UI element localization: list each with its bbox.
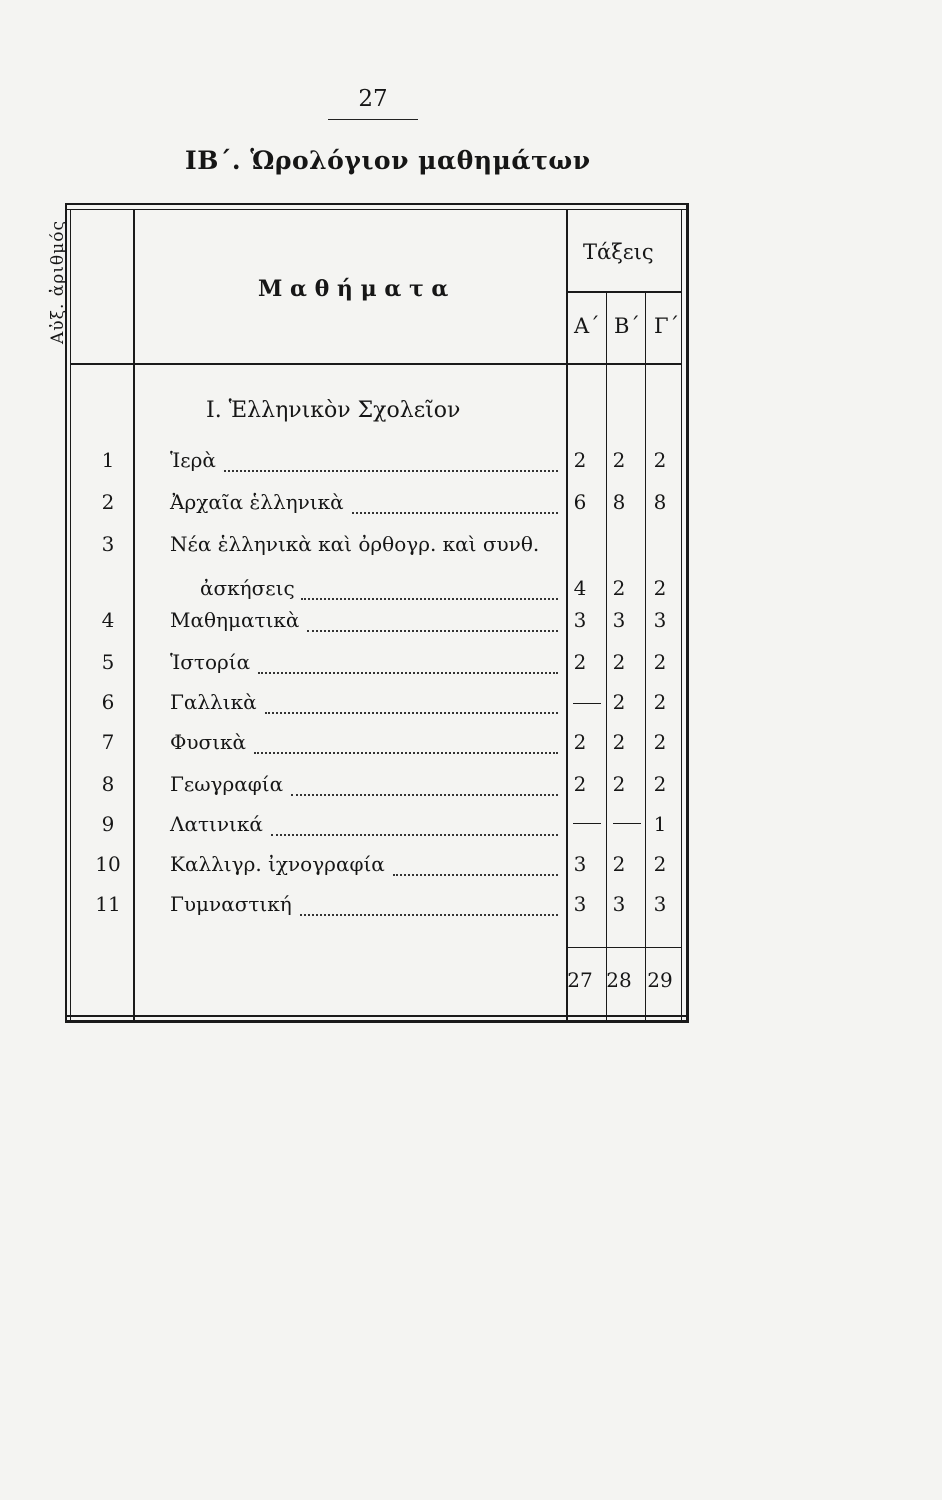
hours-class-a: 3 (573, 892, 587, 916)
row-number: 11 (95, 892, 121, 916)
row-number: 3 (101, 532, 115, 556)
hours-class-a: 2 (573, 650, 587, 674)
hours-class-b: 2 (612, 730, 626, 754)
hours-class-b: 2 (612, 690, 626, 714)
row-number: 9 (101, 812, 115, 836)
hours-class-a: 2 (573, 772, 587, 796)
row-number: 1 (101, 448, 115, 472)
subject-name: Καλλιγρ. ἰχνογραφία (170, 852, 385, 876)
row-number: 8 (101, 772, 115, 796)
page-number: 27 (358, 86, 388, 112)
subject-name: Φυσικὰ (170, 730, 247, 754)
total-class-c: 29 (647, 968, 673, 992)
hours-class-c: 2 (653, 690, 667, 714)
left-inner-rule (70, 209, 71, 1020)
hours-class-c: 3 (653, 608, 667, 632)
hours-class-c: 2 (653, 852, 667, 876)
hours-class-b: 2 (612, 576, 626, 600)
hours-class-b: 2 (612, 852, 626, 876)
leader-dots (307, 630, 558, 632)
row-number: 10 (95, 852, 121, 876)
subject-name: Λατινικά (170, 812, 263, 836)
subject-name-continued: ἀσκήσεις (200, 576, 295, 600)
leader-dots (224, 470, 558, 472)
leader-dots (300, 914, 558, 916)
top-inner-rule (65, 209, 688, 210)
hours-class-b: 2 (612, 650, 626, 674)
right-inner-rule (681, 209, 682, 1020)
header-bottom-rule (71, 363, 681, 365)
leader-dots (265, 712, 558, 714)
row-number: 5 (101, 650, 115, 674)
row-number: 7 (101, 730, 115, 754)
empty-cell-dash (613, 823, 641, 824)
total-class-b: 28 (606, 968, 632, 992)
hours-class-b: 3 (612, 892, 626, 916)
right-rule (686, 203, 689, 1023)
subject-name: Νέα ἑλληνικὰ καὶ ὀρθογρ. καὶ συνθ. (170, 532, 540, 556)
class-a-header: Α΄ (574, 314, 600, 338)
leader-dots (254, 752, 558, 754)
page-title: ΙΒ΄. Ὡρολόγιον μαθημάτων (185, 146, 591, 175)
hours-class-c: 8 (653, 490, 667, 514)
leader-dots (393, 874, 558, 876)
hours-class-a: 3 (573, 608, 587, 632)
classes-header-rule (568, 291, 681, 293)
total-class-a: 27 (567, 968, 593, 992)
page-number-rule (328, 119, 418, 120)
hours-class-c: 3 (653, 892, 667, 916)
subject-name: Ἱερὰ (170, 448, 216, 472)
row-number: 6 (101, 690, 115, 714)
row-number: 2 (101, 490, 115, 514)
classes-column-header: Τάξεις (583, 240, 654, 264)
leader-dots (291, 794, 558, 796)
hours-class-b: 8 (612, 490, 626, 514)
hours-class-a: 4 (573, 576, 587, 600)
hours-class-c: 1 (653, 812, 667, 836)
hours-class-a: 2 (573, 448, 587, 472)
subject-name: Μαθηματικὰ (170, 608, 300, 632)
hours-class-c: 2 (653, 730, 667, 754)
subject-name: Γαλλικὰ (170, 690, 257, 714)
hours-class-b: 2 (612, 772, 626, 796)
subject-name: Ἱστορία (170, 650, 251, 674)
empty-cell-dash (573, 823, 601, 824)
leader-dots (352, 512, 558, 514)
subject-name: Γεωγραφία (170, 772, 284, 796)
hours-class-b: 3 (612, 608, 626, 632)
leader-dots (301, 598, 558, 600)
hours-class-a: 2 (573, 730, 587, 754)
hours-class-c: 2 (653, 772, 667, 796)
section-heading: Ι. Ἑλληνικὸν Σχολεῖον (206, 398, 461, 423)
hours-class-c: 2 (653, 650, 667, 674)
subject-name: Γυμναστική (170, 892, 292, 916)
hours-class-c: 2 (653, 576, 667, 600)
hours-class-c: 2 (653, 448, 667, 472)
leader-dots (258, 672, 558, 674)
class-c-header: Γ΄ (654, 314, 680, 338)
empty-cell-dash (573, 703, 601, 704)
hours-class-a: 6 (573, 490, 587, 514)
top-double-rule (65, 203, 688, 205)
hours-class-b: 2 (612, 448, 626, 472)
totals-rule (568, 947, 681, 948)
bottom-inner-rule (65, 1020, 688, 1023)
class-b-header: Β΄ (614, 314, 640, 338)
subject-name: Ἀρχαῖα ἑλληνικὰ (170, 490, 344, 514)
hours-class-a: 3 (573, 852, 587, 876)
leader-dots (271, 834, 558, 836)
row-number: 4 (101, 608, 115, 632)
bottom-double-rule (65, 1015, 688, 1017)
subjects-column-header: Μ α θ ή μ α τ α (258, 276, 449, 302)
